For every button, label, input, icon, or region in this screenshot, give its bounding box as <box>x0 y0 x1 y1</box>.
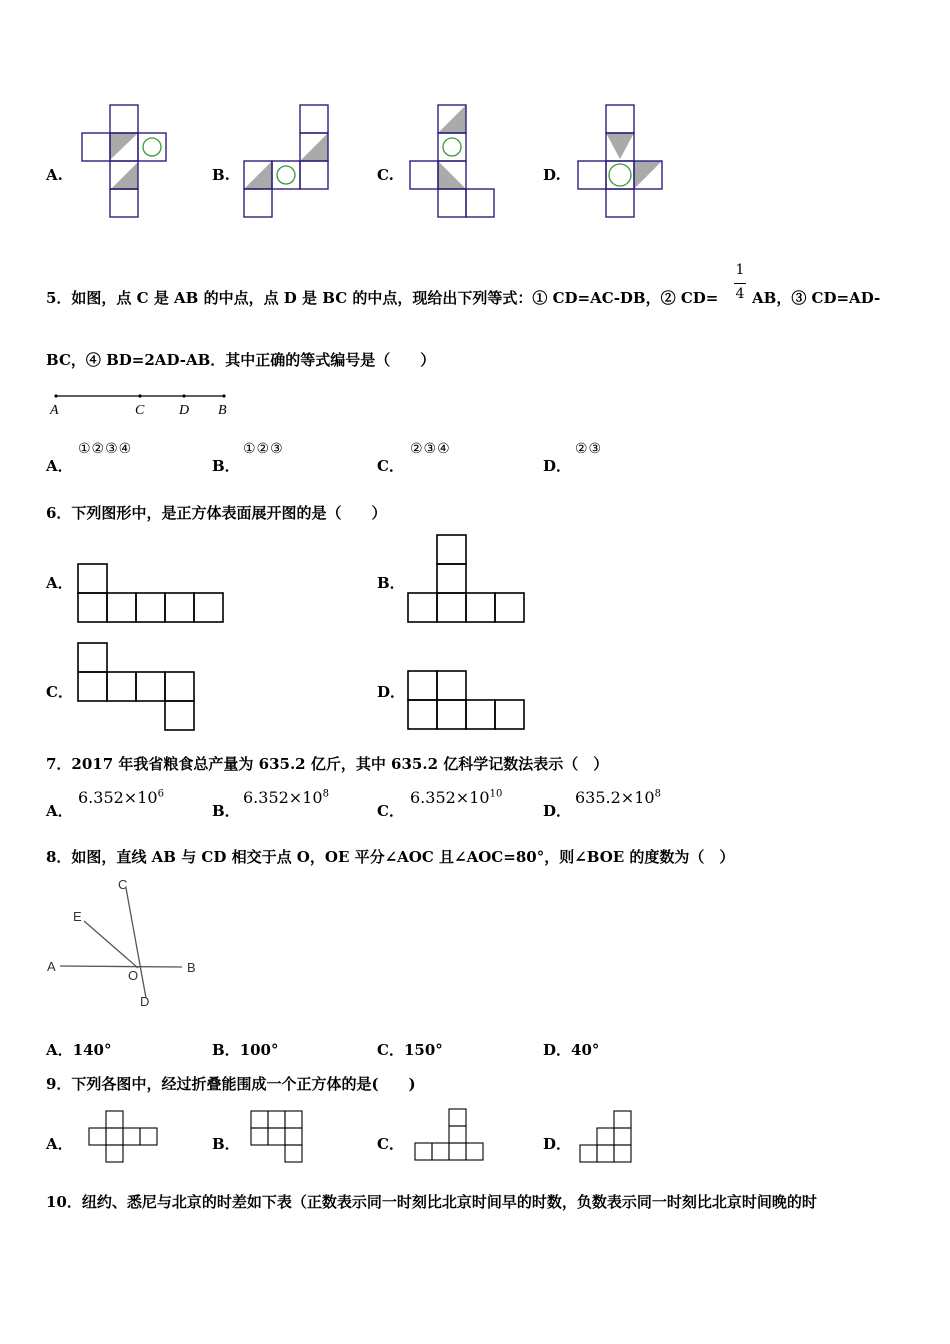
q4-net-b[interactable] <box>242 104 337 219</box>
q5-option-c-value: ②③④ <box>410 441 451 457</box>
q9-option-d-label[interactable]: D． <box>543 1135 572 1153</box>
q6-net-c[interactable] <box>78 643 198 733</box>
q8-option-c[interactable]: C．150° <box>377 1041 443 1059</box>
q8-point-e: E <box>73 909 82 924</box>
q5-point-a: A <box>50 403 59 418</box>
q4-net-d[interactable] <box>576 104 671 219</box>
q9-question: 9．下列各图中，经过折叠能围成一个正方体的是( ) <box>46 1075 416 1093</box>
q8-point-c: C <box>118 877 128 892</box>
q9-option-c-label[interactable]: C． <box>377 1135 404 1153</box>
q9-net-c[interactable] <box>415 1109 487 1165</box>
q6-option-b-label[interactable]: B． <box>377 574 405 592</box>
q7-option-d-value: $635.2\times 10^8$ <box>575 788 661 807</box>
q8-point-o: O <box>128 968 139 983</box>
q9-option-b-label[interactable]: B． <box>212 1135 240 1153</box>
q9-net-b[interactable] <box>251 1111 307 1167</box>
q8-angle-figure <box>44 876 214 1011</box>
q7-option-c-label[interactable]: C． <box>377 802 404 820</box>
q8-point-d: D <box>140 994 150 1009</box>
q4-option-d-label: D. <box>543 166 561 184</box>
q5-option-a-label[interactable]: A． <box>46 457 73 475</box>
q5-option-c-label[interactable]: C． <box>377 457 404 475</box>
q5-question-line1-tail: AB，③ CD=AD- <box>752 289 881 307</box>
q8-option-d-value: 40° <box>571 1041 600 1059</box>
q8-option-b-value: 100° <box>239 1041 279 1059</box>
q5-point-d: D <box>179 403 190 418</box>
q7-option-b-label[interactable]: B． <box>212 802 240 820</box>
q7-option-b-value: $6.352\times 10^8$ <box>243 788 329 807</box>
q8-option-a-value: 140° <box>72 1041 112 1059</box>
q5-option-d-value: ②③ <box>575 441 603 457</box>
q4-option-c-label: C. <box>377 166 394 184</box>
q4-option-b-label: B. <box>212 166 230 184</box>
q7-option-d-label[interactable]: D． <box>543 802 572 820</box>
q5-question-line2: BC，④ BD=2AD-AB．其中正确的等式编号是（ ） <box>46 351 436 369</box>
q5-option-a-value: ①②③④ <box>78 441 133 457</box>
q6-option-c-label[interactable]: C． <box>46 683 73 701</box>
q8-option-d[interactable]: D．40° <box>543 1041 600 1059</box>
q4-net-a[interactable] <box>80 104 170 219</box>
q8-point-a: A <box>47 959 56 974</box>
q5-fraction-denominator: 4 <box>735 286 745 302</box>
q7-option-a-label[interactable]: A． <box>46 802 73 820</box>
q5-option-b-label[interactable]: B． <box>212 457 240 475</box>
q5-point-b: B <box>218 403 227 418</box>
q9-net-a[interactable] <box>89 1111 161 1167</box>
q8-point-b: B <box>187 960 196 975</box>
q5-point-c: C <box>135 403 145 418</box>
q8-option-c-value: 150° <box>403 1041 443 1059</box>
q8-option-a[interactable]: A．140° <box>46 1041 112 1059</box>
q9-option-a-label[interactable]: A． <box>46 1135 73 1153</box>
q9-net-d[interactable] <box>580 1111 636 1167</box>
q8-option-b[interactable]: B．100° <box>212 1041 279 1059</box>
q6-option-a-label[interactable]: A． <box>46 574 73 592</box>
q7-option-a-value: $6.352\times 10^6$ <box>78 788 164 807</box>
q4-net-c[interactable] <box>408 104 503 219</box>
q6-option-d-label[interactable]: D． <box>377 683 406 701</box>
q6-net-d[interactable] <box>408 671 528 733</box>
q5-fraction-bar <box>734 283 746 284</box>
q5-fraction-numerator: 1 <box>735 262 745 278</box>
q5-segment-figure <box>50 388 240 420</box>
q10-question: 10．纽约、悉尼与北京的时差如下表（正数表示同一时刻比北京时间早的时数，负数表示同一时刻比北京时间晚的时 <box>46 1193 817 1211</box>
q6-net-b[interactable] <box>408 535 528 625</box>
q8-question: 8．如图，直线 AB 与 CD 相交于点 O，OE 平分∠AOC 且∠AOC=80°，则∠BOE 的度数为（ ） <box>46 848 735 866</box>
q5-question-line1: 5．如图，点 C 是 AB 的中点，点 D 是 BC 的中点，现给出下列等式：① CD=AC-DB，② CD= <box>46 289 719 307</box>
q6-net-a[interactable] <box>78 564 228 626</box>
q6-question: 6．下列图形中，是正方体表面展开图的是（ ） <box>46 504 387 522</box>
q7-question: 7．2017 年我省粮食总产量为 635.2 亿斤，其中 635.2 亿科学记数法表示（ ） <box>46 755 609 773</box>
q5-option-b-value: ①②③ <box>243 441 284 457</box>
q5-option-d-label[interactable]: D． <box>543 457 572 475</box>
q4-option-a-label: A. <box>46 166 63 184</box>
q7-option-c-value: $6.352\times 10^{10}$ <box>410 788 503 807</box>
